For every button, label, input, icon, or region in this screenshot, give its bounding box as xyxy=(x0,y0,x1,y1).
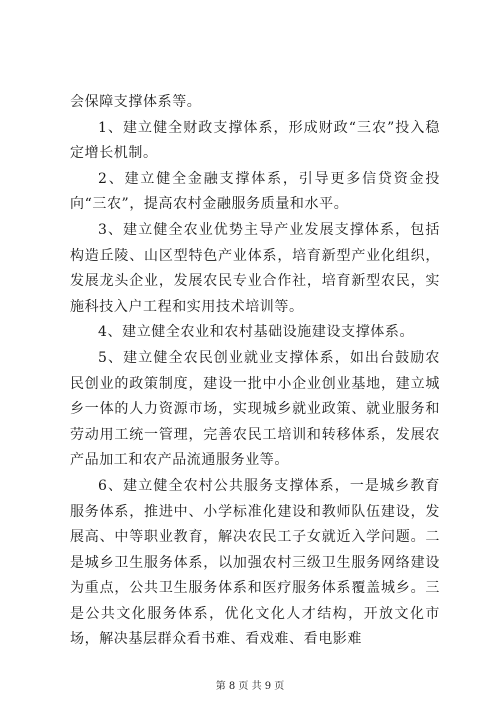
paragraph-item-4: 4、建立健全农业和农村基础设施建设支撑体系。 xyxy=(98,324,415,341)
paragraph-item-3: 3、建立健全农业优势主导产业发展支撑体系，包括构造丘陵、山区型特色产业体系，培育新型产业化组织，发展龙头企业，发展农民专业合作社，培育新型农民，实施科技入户工程和实用技术培训等。 xyxy=(70,221,440,315)
paragraph-item-6: 6、建立健全农村公共服务支撑体系，一是城乡教育服务体系，推进中、小学标准化建设和教师队伍建设，发展高、中等职业教育，解决农民工子女就近入学问题。二是城乡卫生服务体系，以加强农村三级卫生服务网络建设为重点，公共卫生服务体系和医疗服务体系覆盖城乡。三是公共文化服务体系，优化文化人才结构，开放文化市场，解决基层群众看书难、看戏难、看电影难 xyxy=(70,477,440,648)
paragraph-continuation: 会保障支撑体系等。 xyxy=(70,94,202,110)
paragraph-item-1: 1、建立健全财政支撑体系，形成财政“三农”投入稳定增长机制。 xyxy=(70,119,440,162)
paragraph-item-2: 2、建立健全金融支撑体系，引导更多信贷资金投向“三农”，提高农村金融服务质量和水平。 xyxy=(70,170,440,213)
paragraph-item-5: 5、建立健全农民创业就业支撑体系，如出台鼓励农民创业的政策制度，建设一批中小企业创业基地，建立城乡一体的人力资源市场，实现城乡就业政策、就业服务和劳动用工统一管理，完善农民工培训和转移体系，发展农产品加工和农产品流通服务业等。 xyxy=(70,349,440,469)
page-number-footer: 第 8 页 共 9 页 xyxy=(215,681,285,692)
document-body xyxy=(70,90,440,653)
